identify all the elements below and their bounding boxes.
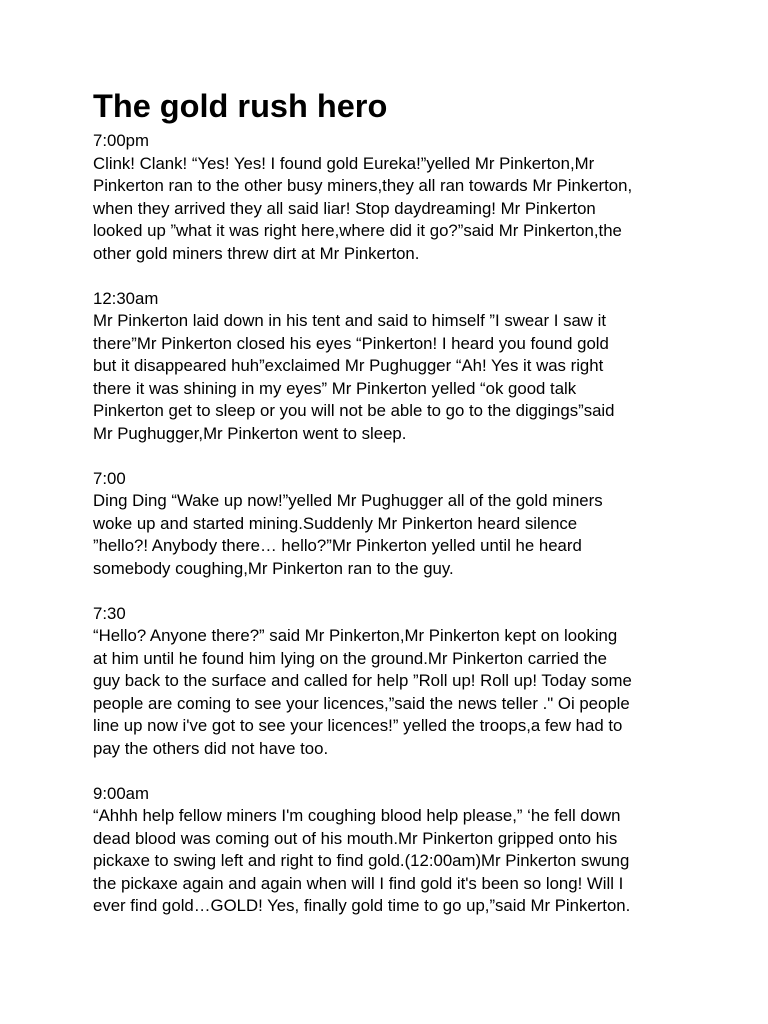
paragraph-line: Mr Pughugger,Mr Pinkerton went to sleep. <box>93 423 407 443</box>
paragraph-line: ever find gold…GOLD! Yes, finally gold time to go up,”said Mr Pinkerton. <box>93 896 631 915</box>
paragraph-line: line up now i've got to see your licences!” yelled the troops,a few had to <box>93 716 623 735</box>
story-section <box>93 130 693 265</box>
paragraph-line: but it disappeared huh”exclaimed Mr Pughugger “Ah! Yes it was right <box>93 356 604 375</box>
paragraph-line: at him until he found him lying on the ground.Mr Pinkerton carried the <box>93 648 607 668</box>
paragraph-line: people are coming to see your licences,”said the news teller ." Oi people <box>93 693 630 713</box>
paragraph-line: pickaxe to swing left and right to find gold.(12:00am)Mr Pinkerton swung <box>93 851 630 870</box>
section-time: 7:00pm <box>93 131 149 150</box>
section-time: 9:00am <box>93 783 149 803</box>
section-time: 7:30 <box>93 603 126 623</box>
paragraph-line: when they arrived they all said liar! Stop daydreaming! Mr Pinkerton <box>93 198 596 218</box>
paragraph-line: other gold miners threw dirt at Mr Pinkerton. <box>93 243 420 263</box>
paragraph-line: ”hello?! Anybody there… hello?”Mr Pinkerton yelled until he heard <box>93 536 582 555</box>
paragraph-line: guy back to the surface and called for help ”Roll up! Roll up! Today some <box>93 671 632 690</box>
paragraph-line: “Ahhh help fellow miners I'm coughing blood help please,” ‘he fell down <box>93 806 621 825</box>
paragraph-line: there it was shining in my eyes” Mr Pinkerton yelled “ok good talk <box>93 378 577 398</box>
paragraph-line: Pinkerton ran to the other busy miners,they all ran towards Mr Pinkerton, <box>93 176 633 195</box>
story-section <box>93 603 693 761</box>
paragraph-line: dead blood was coming out of his mouth.Mr Pinkerton gripped onto his <box>93 828 618 848</box>
paragraph-line: Mr Pinkerton laid down in his tent and said to himself ”I swear I saw it <box>93 311 606 330</box>
paragraph-line: there”Mr Pinkerton closed his eyes “Pinkerton! I heard you found gold <box>93 333 609 353</box>
document-page <box>93 84 693 940</box>
paragraph-line: “Hello? Anyone there?” said Mr Pinkerton,Mr Pinkerton kept on looking <box>93 626 618 645</box>
section-time: 7:00 <box>93 468 126 488</box>
paragraph-line: somebody coughing,Mr Pinkerton ran to the guy. <box>93 558 454 578</box>
paragraph-line: the pickaxe again and again when will I find gold it's been so long! Will I <box>93 873 624 893</box>
paragraph-line: pay the others did not have too. <box>93 738 329 758</box>
paragraph-line: woke up and started mining.Suddenly Mr Pinkerton heard silence <box>93 513 578 533</box>
paragraph-line: Ding Ding “Wake up now!”yelled Mr Pughugger all of the gold miners <box>93 491 603 510</box>
paragraph-line: looked up ”what it was right here,where did it go?”said Mr Pinkerton,the <box>93 221 622 240</box>
paragraph-line: Clink! Clank! “Yes! Yes! I found gold Eureka!”yelled Mr Pinkerton,Mr <box>93 153 595 173</box>
story-section <box>93 288 693 446</box>
paragraph-line: Pinkerton get to sleep or you will not be able to go to the diggings”said <box>93 401 615 420</box>
story-section <box>93 468 693 581</box>
document-title: The gold rush hero <box>93 88 388 124</box>
section-time: 12:30am <box>93 288 159 308</box>
story-section <box>93 783 693 918</box>
